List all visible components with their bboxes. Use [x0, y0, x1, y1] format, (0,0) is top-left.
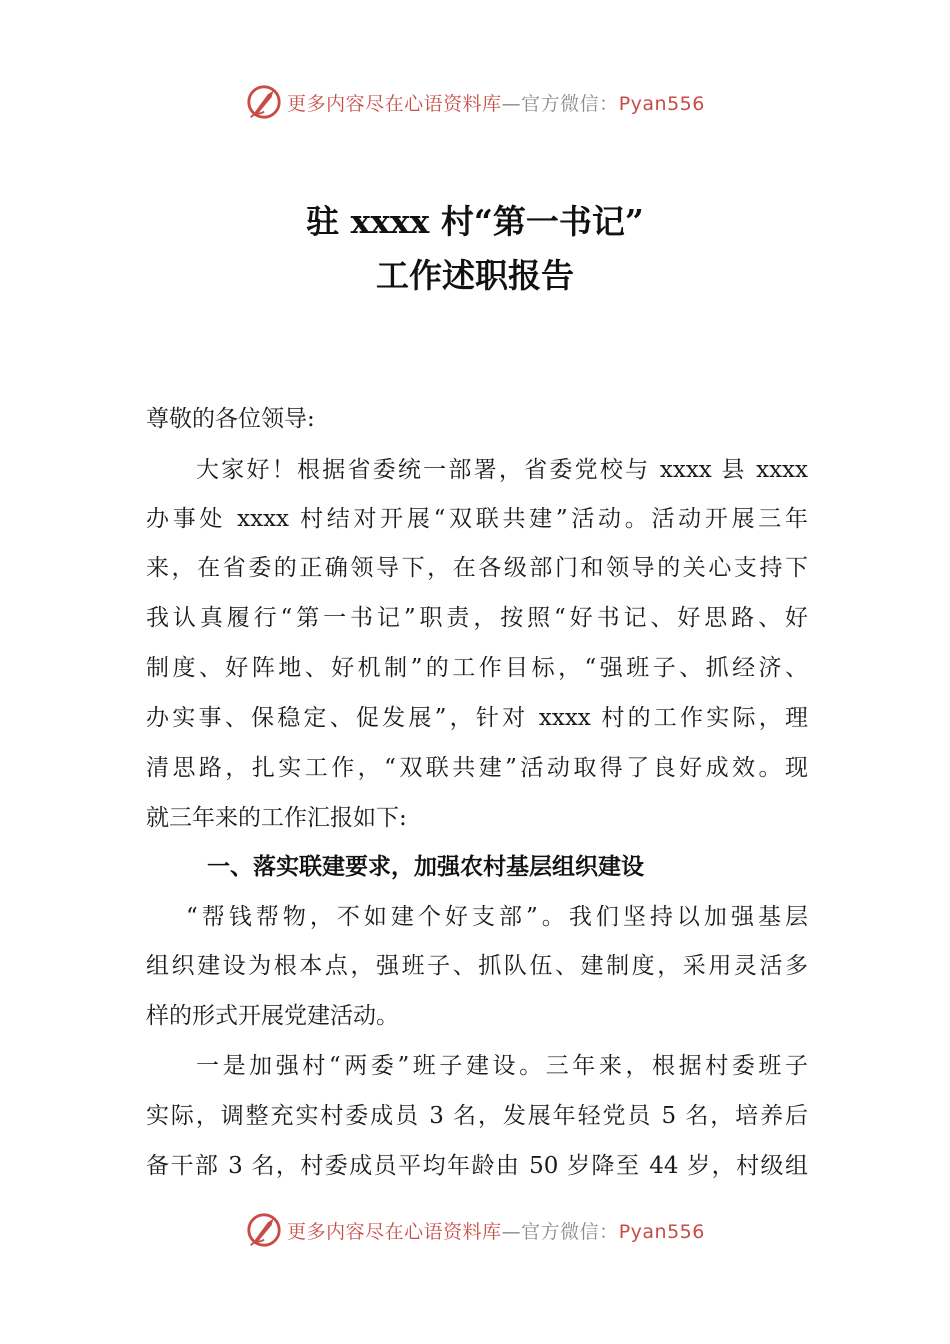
- pen-nib-logo-icon: [245, 1211, 283, 1249]
- banner-text-main: 更多内容尽在心语资料库: [287, 1220, 502, 1243]
- banner-text: [287, 89, 705, 116]
- paragraph-line: 来，在省委的正确领导下，在各级部门和领导的关心支持下: [146, 555, 808, 581]
- banner-text-id: Pyan556: [618, 92, 705, 115]
- paragraph-line: 我认真履行“第一书记”职责，按照“好书记、好思路、好: [146, 605, 808, 631]
- paragraph-line: 一是加强村“两委”班子建设。三年来，根据村委班子: [196, 1053, 808, 1079]
- paragraph-line: 就三年来的工作汇报如下:: [146, 805, 407, 831]
- paragraph-line: 大家好！根据省委统一部署，省委党校与 xxxx 县 xxxx: [196, 457, 808, 483]
- paragraph-line: 办事处 xxxx 村结对开展“双联共建”活动。活动开展三年: [146, 506, 808, 532]
- banner-text-wechat: —官方微信：: [501, 92, 619, 115]
- banner-text: [287, 1217, 705, 1244]
- document-title-line1: 驻 xxxx 村“第一书记”: [306, 202, 644, 241]
- paragraph-line: 样的形式开展党建活动。: [146, 1003, 399, 1029]
- paragraph-line: 办实事、保稳定、促发展”，针对 xxxx 村的工作实际，理: [146, 705, 808, 731]
- header-banner: [0, 80, 950, 124]
- section-heading: 一、落实联建要求，加强农村基层组织建设: [207, 854, 644, 880]
- paragraph-line: 实际，调整充实村委成员 3 名，发展年轻党员 5 名，培养后: [146, 1103, 808, 1129]
- banner-text-main: 更多内容尽在心语资料库: [287, 92, 502, 115]
- paragraph-line: 制度、好阵地、好机制”的工作目标，“强班子、抓经济、: [146, 655, 808, 681]
- document-title-line2: 工作述职报告: [376, 256, 574, 295]
- paragraph-line: 备干部 3 名，村委成员平均年龄由 50 岁降至 44 岁，村级组: [146, 1153, 808, 1179]
- paragraph-line: 组织建设为根本点，强班子、抓队伍、建制度，采用灵活多: [146, 953, 808, 979]
- banner-text-wechat: —官方微信：: [501, 1220, 619, 1243]
- banner-text-id: Pyan556: [618, 1220, 705, 1243]
- paragraph-line: 清思路，扎实工作，“双联共建”活动取得了良好成效。现: [146, 755, 808, 781]
- paragraph-line: “帮钱帮物，不如建个好支部”。我们坚持以加强基层: [186, 904, 808, 930]
- pen-nib-logo-icon: [245, 83, 283, 121]
- salutation: 尊敬的各位领导:: [146, 406, 315, 432]
- footer-banner: [0, 1208, 950, 1252]
